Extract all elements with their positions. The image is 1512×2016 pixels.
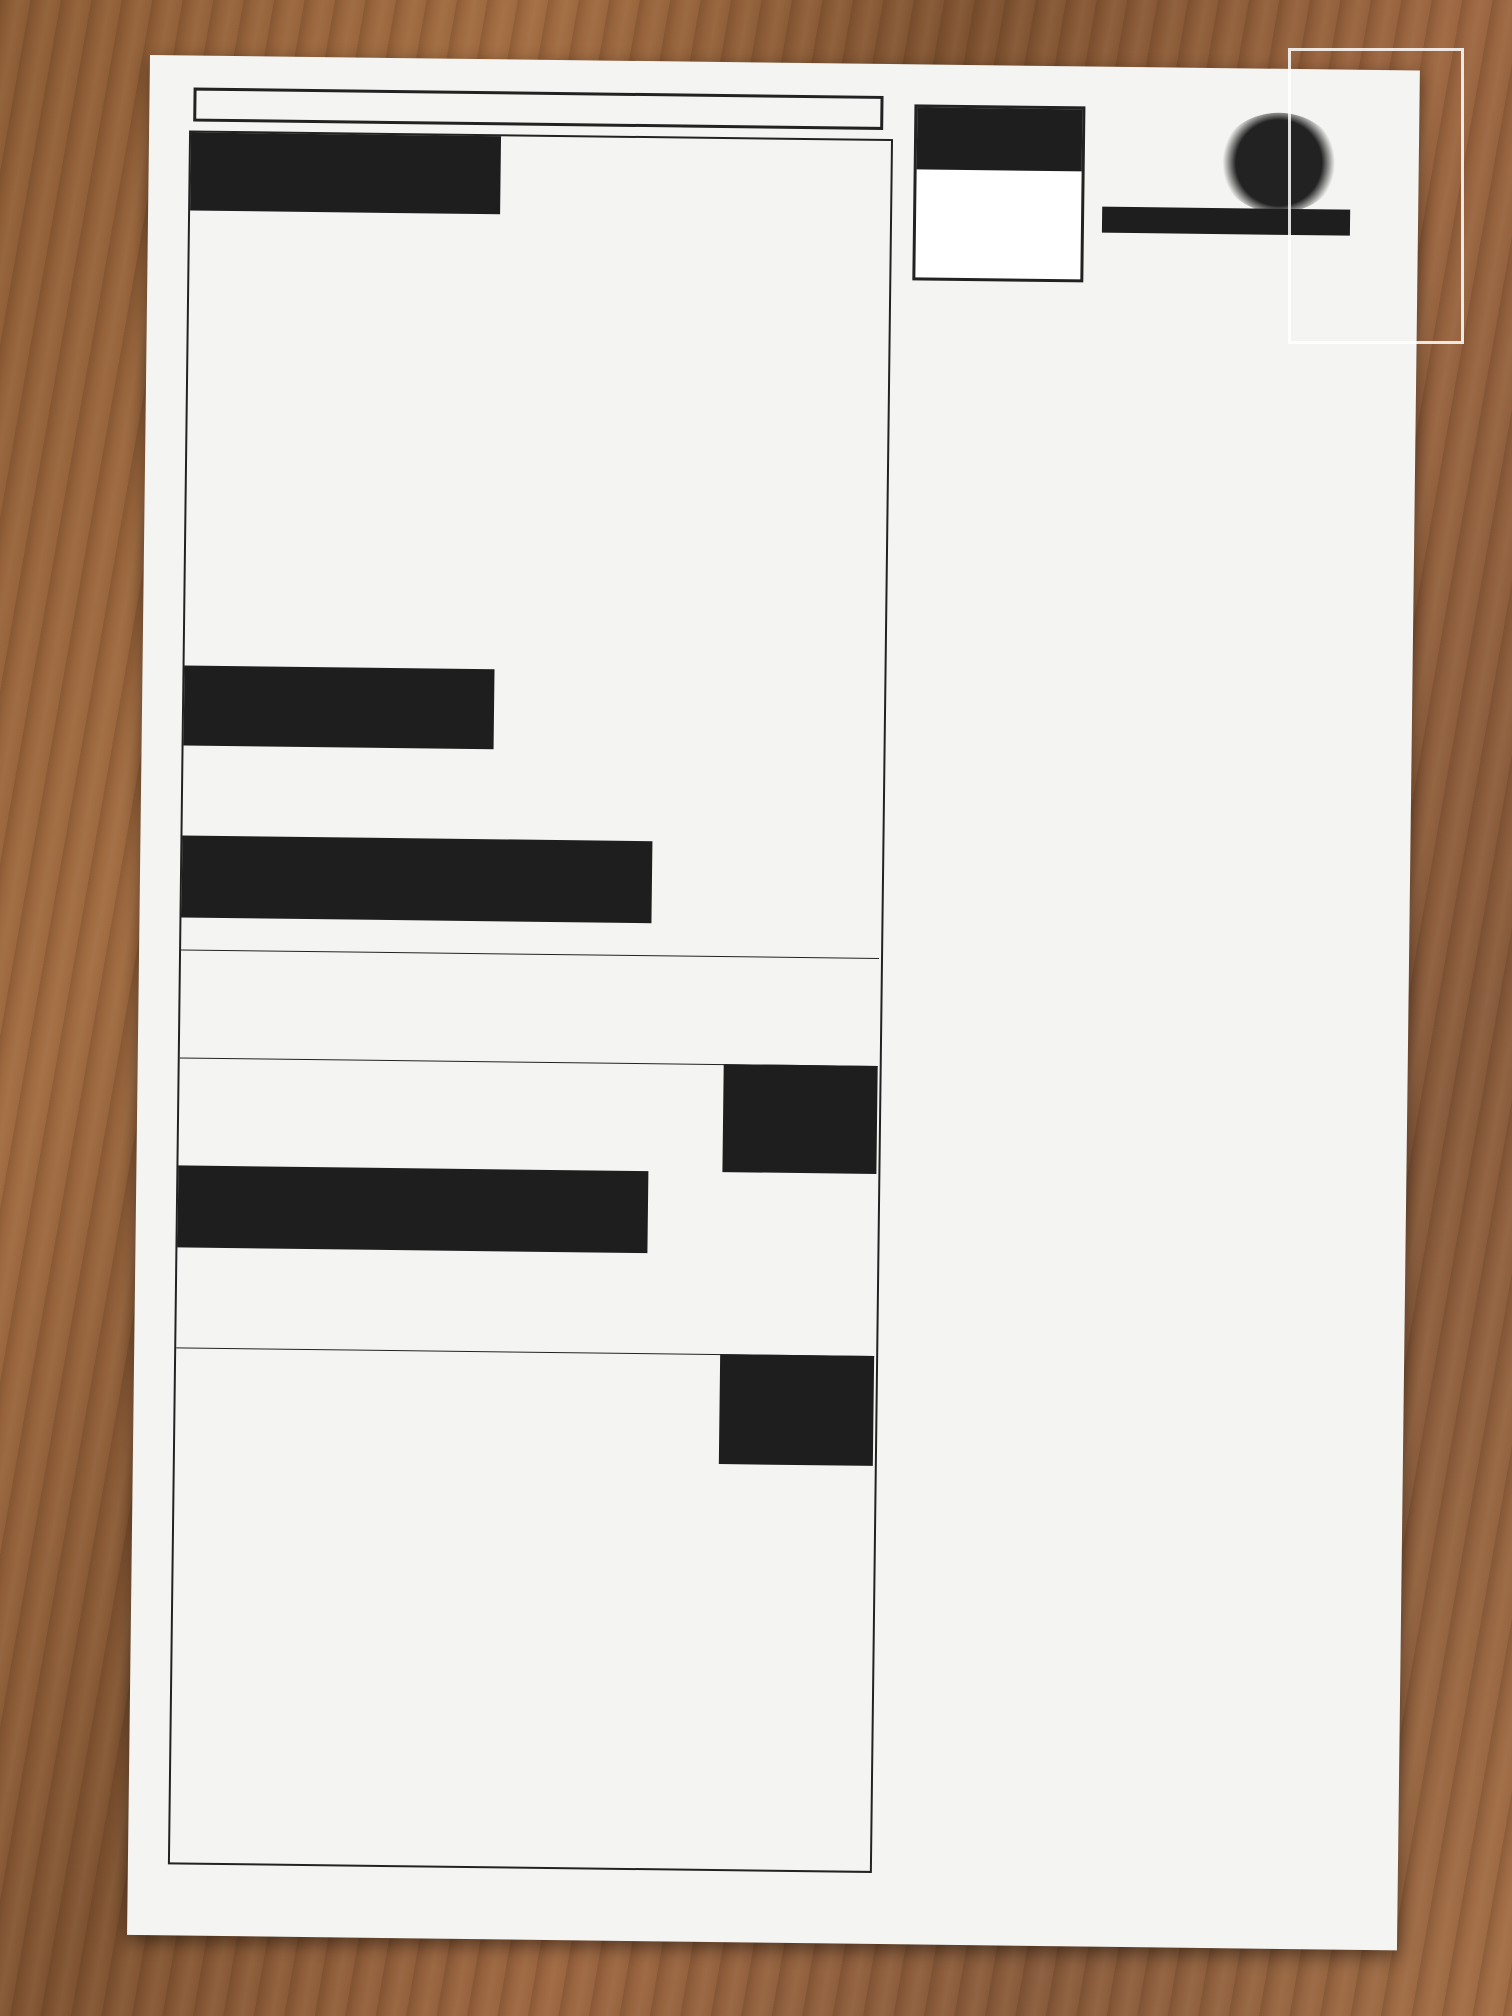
table-number-field[interactable] <box>915 169 1081 279</box>
table-number-label-zh <box>917 113 1082 115</box>
order-notice <box>193 88 883 130</box>
noodle-soup-title <box>191 147 501 151</box>
noodle-soup-header <box>190 133 501 215</box>
watermark-stamp <box>1288 48 1464 344</box>
combo-a-title <box>182 841 652 847</box>
table-number-box <box>912 104 1085 282</box>
left-order-frame <box>168 130 893 1872</box>
combo-b-header <box>177 1165 648 1253</box>
combo-a-title-zh <box>182 867 652 873</box>
table-number-label-en <box>917 139 1082 141</box>
combo-b-blackout <box>719 1354 874 1466</box>
dry-noodles-title <box>184 691 494 695</box>
menu-sheet <box>127 55 1420 1950</box>
combo-b-title-zh <box>178 1197 648 1203</box>
combo-a-title-en <box>182 893 652 899</box>
combo-b-title <box>178 1171 648 1177</box>
noodle-soup-subtitle <box>191 175 501 179</box>
dry-noodles-header <box>184 665 495 749</box>
combo-a-blackout <box>722 1064 877 1174</box>
combo-a-header <box>181 835 652 923</box>
combo-b-title-en <box>178 1223 648 1229</box>
